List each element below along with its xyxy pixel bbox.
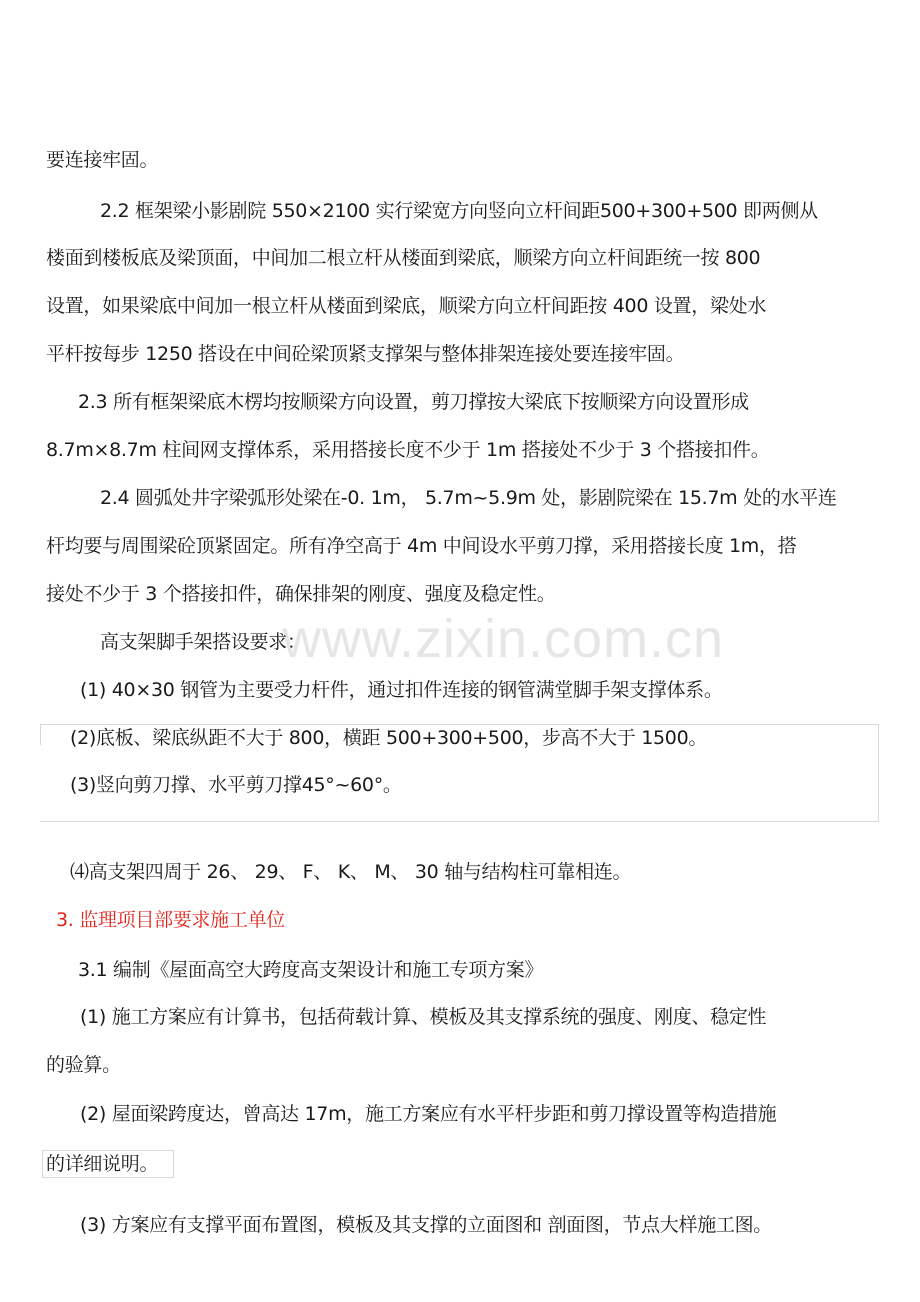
list-item: ⑷高支架四周于 26、 29、 F、 K、 M、 30 轴与结构柱可靠相连。	[70, 861, 632, 883]
paragraph-line: 接处不少于 3 个搭接扣件，确保排架的刚度、强度及稳定性。	[46, 583, 556, 605]
list-item: (1) 40×30 钢管为主要受力杆件，通过扣件连接的钢管满堂脚手架支撑体系。	[80, 679, 723, 701]
paragraph-line: 设置，如果梁底中间加一根立杆从楼面到梁底，顺梁方向立杆间距按 400 设置，梁处水	[46, 295, 767, 317]
list-item: (3) 方案应有支撑平面布置图，模板及其支撑的立面图和 剖面图，节点大样施工图。	[80, 1214, 772, 1236]
paragraph-line: 的详细说明。	[46, 1153, 159, 1175]
watermark: www.zixin.com.cn	[282, 609, 725, 669]
list-item: (1) 施工方案应有计算书，包括荷载计算、模板及其支撑系统的强度、刚度、稳定性	[80, 1006, 767, 1028]
paragraph-line: 楼面到楼板底及梁顶面，中间加二根立杆从楼面到梁底，顺梁方向立杆间距统一按 800	[46, 247, 761, 269]
list-item: (2) 屋面梁跨度达，曾高达 17m，施工方案应有水平杆步距和剪刀撑设置等构造措施	[80, 1103, 777, 1125]
paragraph-line: 杆均要与周围梁砼顶紧固定。所有净空高于 4m 中间设水平剪刀撑，采用搭接长度 1m，搭	[46, 535, 797, 557]
section-heading: 3. 监理项目部要求施工单位	[56, 909, 285, 931]
paragraph-line: 2.3 所有框架梁底木楞均按顺梁方向设置，剪刀撑按大梁底下按顺梁方向设置形成	[78, 391, 749, 413]
paragraph-line: 的验算。	[46, 1054, 121, 1076]
paragraph-line: 8.7m×8.7m 柱间网支撑体系，采用搭接长度不少于 1m 搭接处不少于 3 个搭接扣件。	[46, 439, 770, 461]
subsection-heading: 3.1 编制《屋面高空大跨度高支架设计和施工专项方案》	[78, 959, 544, 981]
paragraph-line: 2.4 圆弧处井字梁弧形处梁在-0. 1m， 5.7m~5.9m 处，影剧院梁在 15.7m 处的水平连	[100, 487, 837, 509]
paragraph-line: 2.2 框架梁小影剧院 550×2100 实行梁宽方向竖向立杆间距500+300+500 即两侧从	[100, 200, 818, 222]
section-subtitle: 高支架脚手架搭设要求：	[100, 631, 306, 653]
list-item: (2)底板、梁底纵距不大于 800，横距 500+300+500，步高不大于 1500。	[70, 727, 708, 749]
list-item: (3)竖向剪刀撑、水平剪刀撑45°~60°。	[70, 774, 402, 796]
paragraph-line: 要连接牢固。	[46, 149, 159, 171]
paragraph-line: 平杆按每步 1250 搭设在中间砼梁顶紧支撑架与整体排架连接处要连接牢固。	[46, 343, 685, 365]
